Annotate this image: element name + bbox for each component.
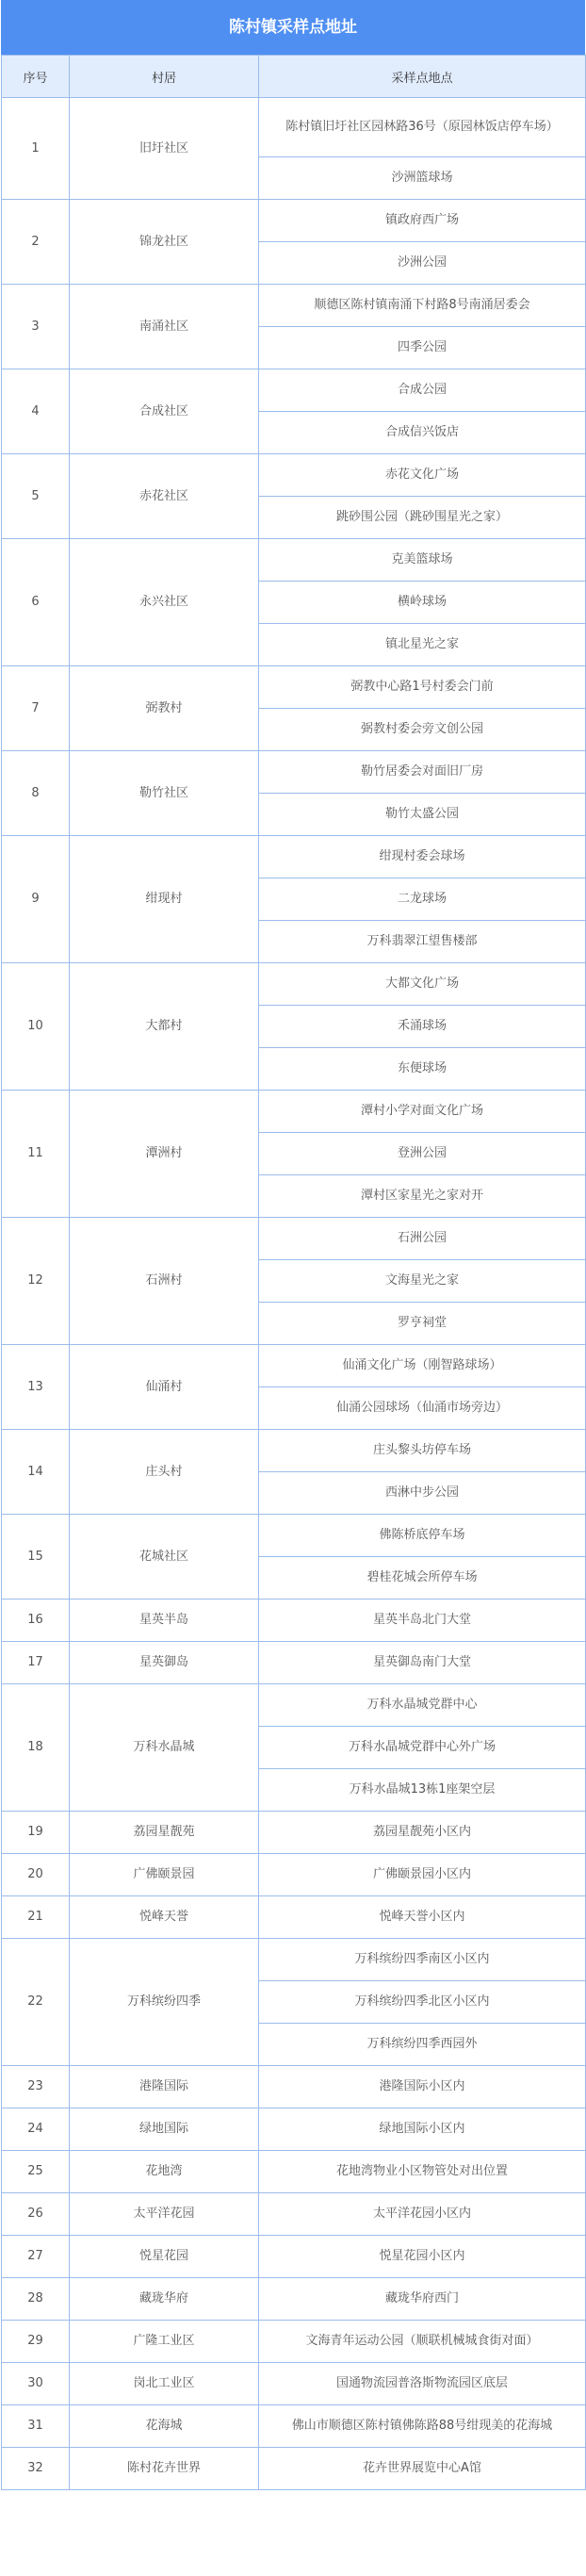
sampling-site: 仙涌文化广场（刚智路球场） [259,1345,586,1387]
sampling-site: 弼教村委会旁文创公园 [259,709,586,751]
table-row [2,1642,586,1684]
sampling-site: 赤花文化广场 [259,454,586,497]
sampling-site: 跳砂围公园（跳砂围星光之家） [259,497,586,539]
sampling-site: 沙洲篮球场 [259,157,586,200]
row-number: 2 [2,200,70,285]
sampling-site: 藏珑华府西门 [259,2278,586,2321]
sampling-site: 陈村镇旧圩社区园林路36号（原园林饭店停车场） [259,98,586,157]
table-row [2,2321,586,2363]
row-number: 18 [2,1684,70,1812]
village-name: 勒竹社区 [70,751,259,836]
village-name: 绿地国际 [70,2108,259,2151]
village-name: 石洲村 [70,1218,259,1345]
row-number: 15 [2,1515,70,1600]
row-number: 27 [2,2236,70,2278]
village-name: 锦龙社区 [70,200,259,285]
row-number: 3 [2,285,70,369]
sampling-site: 悦星花园小区内 [259,2236,586,2278]
village-name: 星英半岛 [70,1600,259,1642]
header-village: 村居 [70,56,259,98]
village-name: 太平洋花园 [70,2193,259,2236]
sampling-site: 花卉世界展览中心A馆 [259,2448,586,2490]
village-name: 赤花社区 [70,454,259,539]
sampling-site: 罗亨祠堂 [259,1303,586,1345]
sampling-sites-sheet [1,0,585,2490]
row-number: 16 [2,1600,70,1642]
village-name: 永兴社区 [70,539,259,666]
row-number: 28 [2,2278,70,2321]
sampling-site: 佛山市顺德区陈村镇佛陈路88号绀现美的花海城 [259,2405,586,2448]
sampling-sites-table [1,55,586,2490]
row-number: 4 [2,369,70,454]
row-number: 14 [2,1430,70,1515]
table-row [2,1091,586,1133]
village-name: 大都村 [70,963,259,1091]
table-row [2,1600,586,1642]
sampling-site: 弼教中心路1号村委会门前 [259,666,586,709]
village-name: 藏珑华府 [70,2278,259,2321]
table-row [2,2193,586,2236]
table-row [2,2108,586,2151]
row-number: 17 [2,1642,70,1684]
table-row [2,539,586,582]
sampling-site: 仙涌公园球场（仙涌市场旁边） [259,1387,586,1430]
village-name: 悦星花园 [70,2236,259,2278]
sampling-site: 港隆国际小区内 [259,2066,586,2108]
sampling-site: 勒竹居委会对面旧厂房 [259,751,586,794]
sampling-site: 大都文化广场 [259,963,586,1006]
sampling-site: 二龙球场 [259,878,586,921]
village-name: 潭洲村 [70,1091,259,1218]
table-row [2,1515,586,1557]
sampling-site: 登洲公园 [259,1133,586,1175]
sampling-site: 万科水晶城党群中心外广场 [259,1727,586,1769]
village-name: 庄头村 [70,1430,259,1515]
village-name: 悦峰天誉 [70,1896,259,1939]
village-name: 合成社区 [70,369,259,454]
table-row [2,1812,586,1854]
row-number: 24 [2,2108,70,2151]
sampling-site: 万科水晶城13栋1座架空层 [259,1769,586,1812]
sampling-site: 文海星光之家 [259,1260,586,1303]
table-row [2,2405,586,2448]
table-row [2,1345,586,1387]
sampling-site: 顺德区陈村镇南涌下村路8号南涌居委会 [259,285,586,327]
sampling-site: 荔园星靓苑小区内 [259,1812,586,1854]
sampling-site: 沙洲公园 [259,242,586,285]
sampling-site: 东便球场 [259,1048,586,1091]
row-number: 10 [2,963,70,1091]
row-number: 31 [2,2405,70,2448]
sampling-site: 广佛颐景园小区内 [259,1854,586,1896]
village-name: 广隆工业区 [70,2321,259,2363]
village-name: 绀现村 [70,836,259,963]
table-body [2,98,586,2490]
row-number: 25 [2,2151,70,2193]
village-name: 仙涌村 [70,1345,259,1430]
row-number: 9 [2,836,70,963]
row-number: 11 [2,1091,70,1218]
sampling-site: 绀现村委会球场 [259,836,586,878]
table-header-row [2,56,586,98]
sampling-site: 星英御岛南门大堂 [259,1642,586,1684]
row-number: 20 [2,1854,70,1896]
header-site: 采样点地点 [259,56,586,98]
village-name: 花海城 [70,2405,259,2448]
row-number: 6 [2,539,70,666]
sampling-site: 碧桂花城会所停车场 [259,1557,586,1600]
table-row [2,2151,586,2193]
row-number: 32 [2,2448,70,2490]
sampling-site: 潭村小学对面文化广场 [259,1091,586,1133]
village-name: 广佛颐景园 [70,1854,259,1896]
village-name: 旧圩社区 [70,98,259,200]
row-number: 13 [2,1345,70,1430]
sampling-site: 佛陈桥底停车场 [259,1515,586,1557]
row-number: 5 [2,454,70,539]
village-name: 港隆国际 [70,2066,259,2108]
table-row [2,369,586,412]
table-row [2,666,586,709]
row-number: 7 [2,666,70,751]
village-name: 弼教村 [70,666,259,751]
table-row [2,454,586,497]
village-name: 岗北工业区 [70,2363,259,2405]
table-row [2,1218,586,1260]
village-name: 星英御岛 [70,1642,259,1684]
table-row [2,200,586,242]
table-row [2,1896,586,1939]
row-number: 30 [2,2363,70,2405]
page-title: 陈村镇采样点地址 [1,0,585,55]
village-name: 万科水晶城 [70,1684,259,1812]
sampling-site: 合成公园 [259,369,586,412]
table-row [2,98,586,157]
village-name: 万科缤纷四季 [70,1939,259,2066]
village-name: 花地湾 [70,2151,259,2193]
table-row [2,963,586,1006]
sampling-site: 文海青年运动公园（顺联机械城食街对面） [259,2321,586,2363]
table-row [2,1854,586,1896]
sampling-site: 万科水晶城党群中心 [259,1684,586,1727]
sampling-site: 四季公园 [259,327,586,369]
sampling-site: 石洲公园 [259,1218,586,1260]
sampling-site: 横岭球场 [259,582,586,624]
sampling-site: 镇政府西广场 [259,200,586,242]
sampling-site: 太平洋花园小区内 [259,2193,586,2236]
village-name: 陈村花卉世界 [70,2448,259,2490]
table-row [2,2066,586,2108]
row-number: 22 [2,1939,70,2066]
table-row [2,1430,586,1472]
sampling-site: 潭村区家星光之家对开 [259,1175,586,1218]
row-number: 8 [2,751,70,836]
row-number: 1 [2,98,70,200]
sampling-site: 万科翡翠江望售楼部 [259,921,586,963]
sampling-site: 克美篮球场 [259,539,586,582]
sampling-site: 国通物流园普洛斯物流园区底层 [259,2363,586,2405]
table-row [2,2448,586,2490]
sampling-site: 悦峰天誉小区内 [259,1896,586,1939]
sampling-site: 花地湾物业小区物管处对出位置 [259,2151,586,2193]
table-row [2,836,586,878]
row-number: 23 [2,2066,70,2108]
sampling-site: 万科缤纷四季西园外 [259,2024,586,2066]
table-row [2,1939,586,1981]
village-name: 荔园星靓苑 [70,1812,259,1854]
row-number: 19 [2,1812,70,1854]
sampling-site: 禾涌球场 [259,1006,586,1048]
sampling-site: 合成信兴饭店 [259,412,586,454]
sampling-site: 绿地国际小区内 [259,2108,586,2151]
table-row [2,2363,586,2405]
table-row [2,285,586,327]
row-number: 26 [2,2193,70,2236]
sampling-site: 庄头黎头坊停车场 [259,1430,586,1472]
row-number: 21 [2,1896,70,1939]
header-no: 序号 [2,56,70,98]
sampling-site: 万科缤纷四季北区小区内 [259,1981,586,2024]
village-name: 南涌社区 [70,285,259,369]
row-number: 29 [2,2321,70,2363]
table-row [2,1684,586,1727]
sampling-site: 勒竹太盛公园 [259,794,586,836]
sampling-site: 星英半岛北门大堂 [259,1600,586,1642]
sampling-site: 西淋中步公园 [259,1472,586,1515]
sampling-site: 万科缤纷四季南区小区内 [259,1939,586,1981]
table-row [2,2236,586,2278]
table-row [2,751,586,794]
table-row [2,2278,586,2321]
village-name: 花城社区 [70,1515,259,1600]
row-number: 12 [2,1218,70,1345]
sampling-site: 镇北星光之家 [259,624,586,666]
